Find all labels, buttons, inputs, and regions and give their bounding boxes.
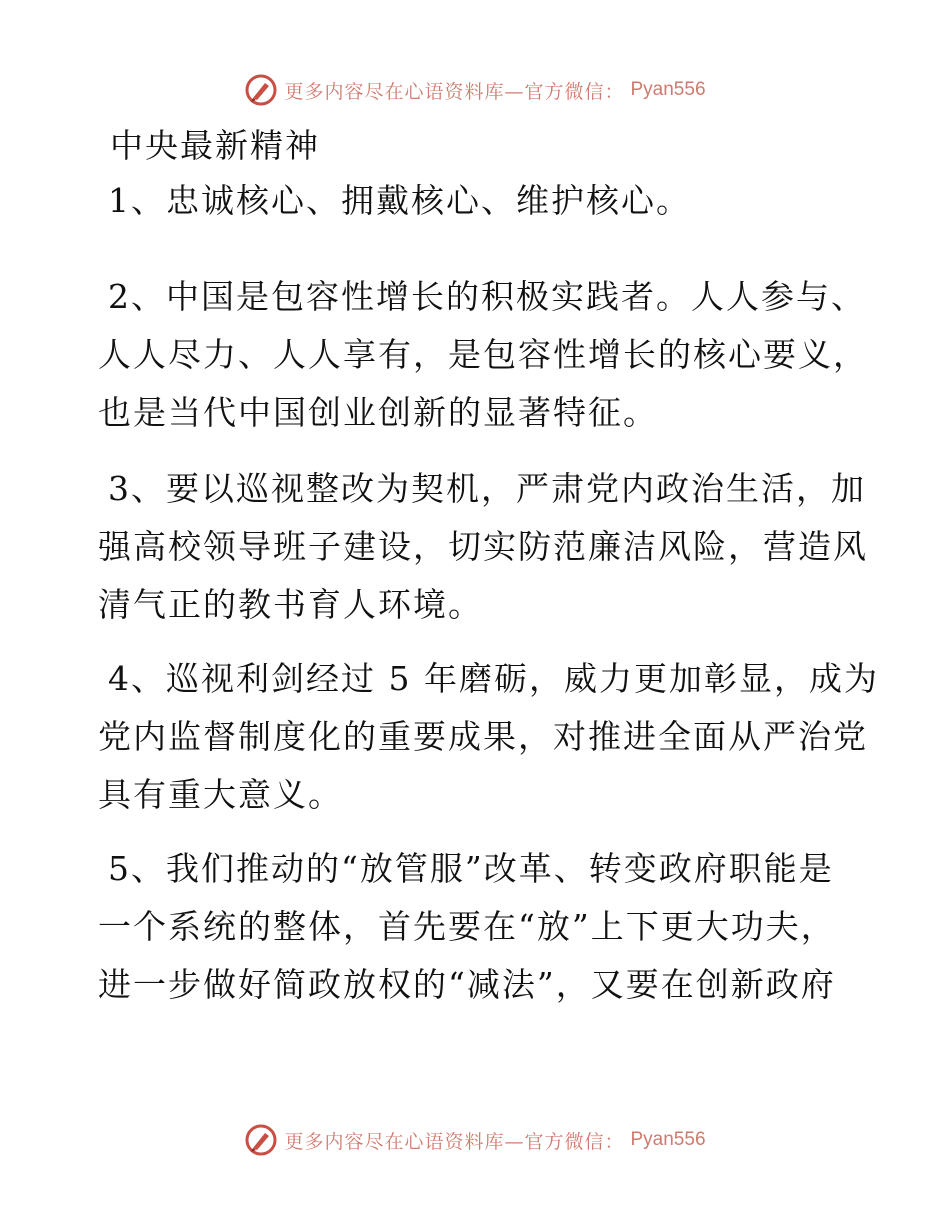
paragraph-line: 进一步做好简政放权的“减法”，又要在创新政府 <box>98 965 836 1004</box>
paragraph-line: 清气正的教书育人环境。 <box>98 585 483 624</box>
paragraph-line: 3、要以巡视整改为契机，严肃党内政治生活，加 <box>108 469 866 508</box>
watermark-text: 更多内容尽在心语资料库—官方微信： <box>284 1130 625 1153</box>
pen-circle-logo-icon <box>244 73 278 107</box>
paragraph-line: 人人尽力、人人享有，是包容性增长的核心要义， <box>98 335 868 374</box>
watermark-text: 更多内容尽在心语资料库—官方微信： <box>284 80 625 103</box>
footer-watermark <box>0 1120 950 1160</box>
paragraph-line: 具有重大意义。 <box>98 775 343 814</box>
watermark-handle: Pyan556 <box>630 1129 706 1150</box>
watermark-handle: Pyan556 <box>630 79 706 100</box>
page-title: 中央最新精神 <box>110 126 320 165</box>
paragraph-5 <box>98 840 858 1014</box>
paragraph-line: 2、中国是包容性增长的积极实践者。人人参与、 <box>108 277 866 316</box>
paragraph-line: 4、巡视利剑经过 5 年磨砺，威力更加彰显，成为 <box>108 659 879 698</box>
paragraph-line: 5、我们推动的“放管服”改革、转变政府职能是 <box>108 849 834 888</box>
paragraph-3 <box>98 460 868 634</box>
paragraph-1 <box>98 172 858 230</box>
paragraph-line: 强高校领导班子建设，切实防范廉洁风险，营造风 <box>98 527 868 566</box>
header-watermark <box>0 70 950 110</box>
paragraph-line: 1、忠诚核心、拥戴核心、维护核心。 <box>108 181 691 220</box>
pen-circle-logo-icon <box>244 1123 278 1157</box>
paragraph-2 <box>98 268 868 442</box>
paragraph-line: 一个系统的整体，首先要在“放”上下更大功夫， <box>98 907 836 946</box>
paragraph-4 <box>98 650 879 824</box>
paragraph-line: 也是当代中国创业创新的显著特征。 <box>98 393 658 432</box>
paragraph-line: 党内监督制度化的重要成果，对推进全面从严治党 <box>98 717 868 756</box>
